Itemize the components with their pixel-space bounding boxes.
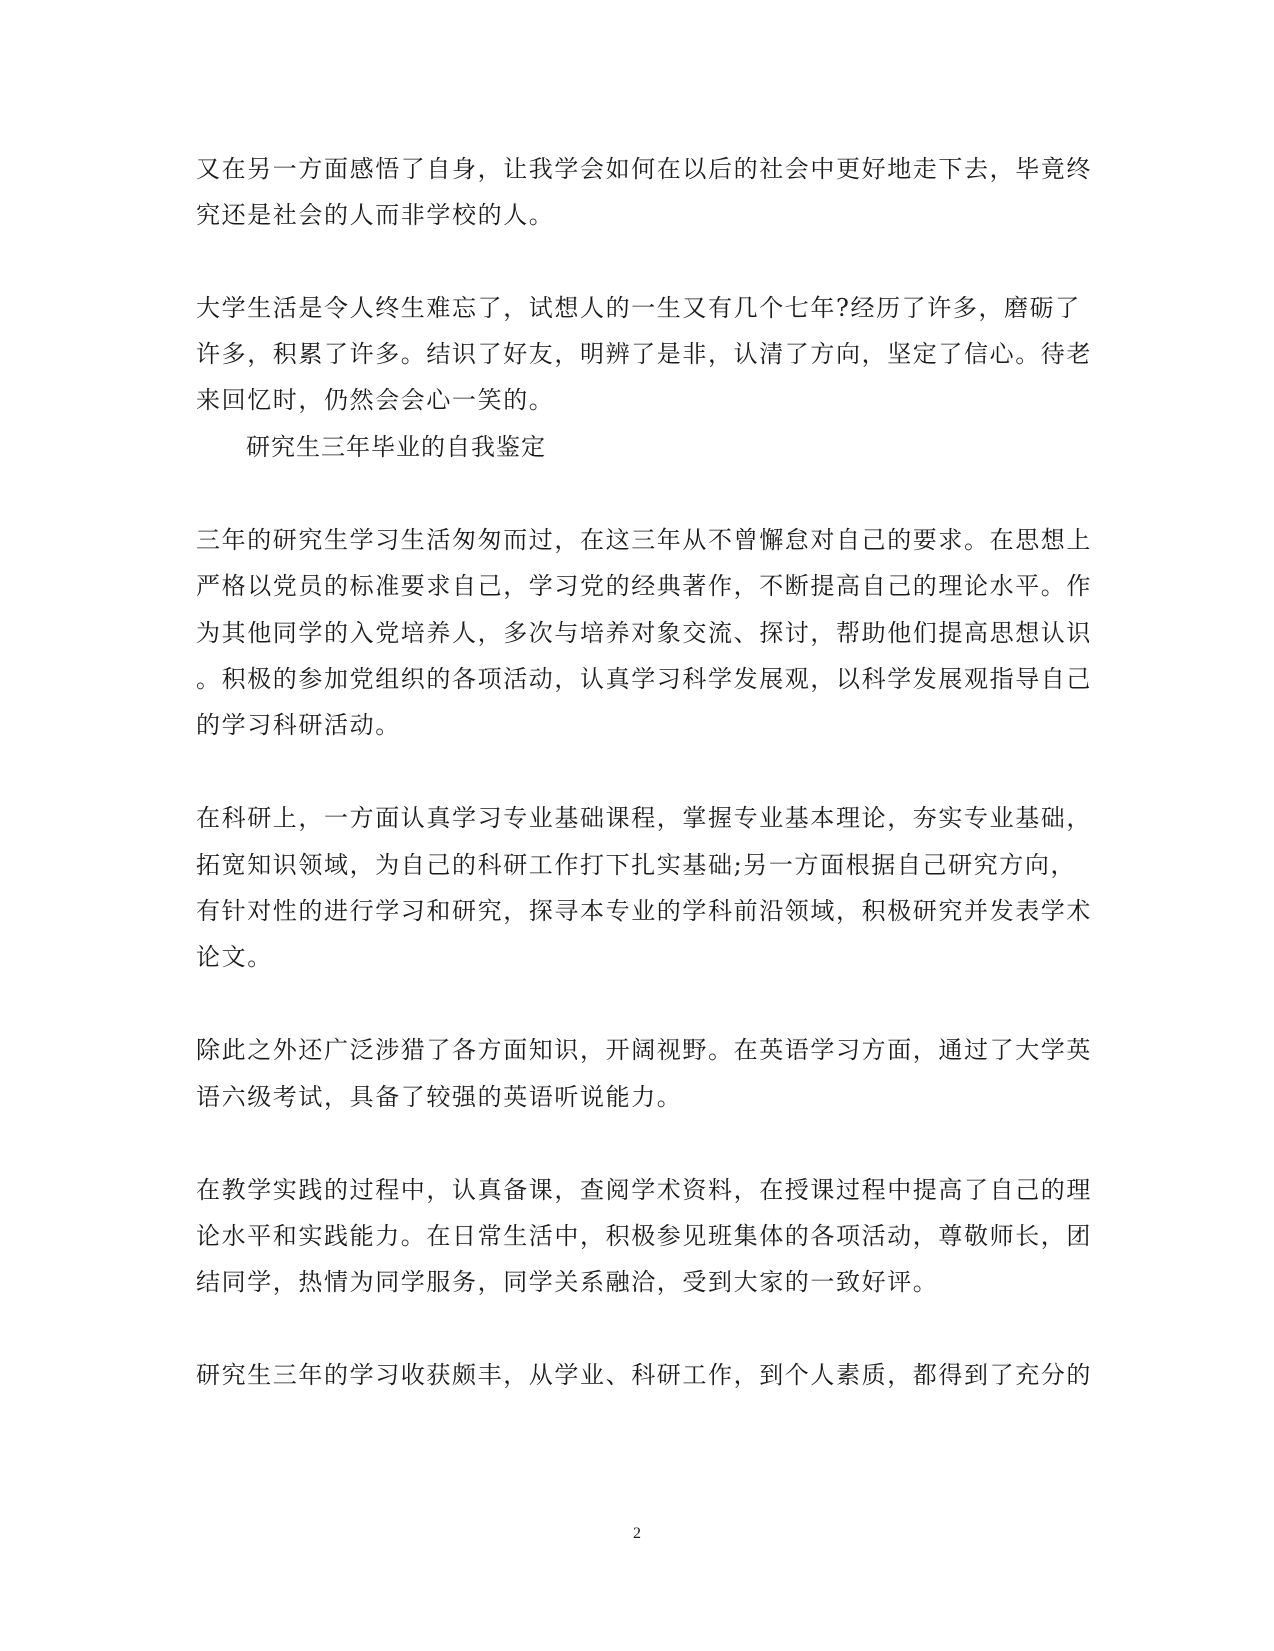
paragraph-4-line-4: 论文。 xyxy=(196,943,273,971)
paragraph-4-line-3: 有针对性的进行学习和研究，探寻本专业的学科前沿领域，积极研究并发表学术 xyxy=(196,897,1092,925)
paragraph-3-line-2: 严格以党员的标准要求自己，学习党的经典著作，不断提高自己的理论水平。作 xyxy=(196,572,1092,600)
paragraph-3-line-3: 为其他同学的入党培养人，多次与培养对象交流、探讨，帮助他们提高思想认识 xyxy=(196,619,1092,647)
paragraph-3-line-5: 的学习科研活动。 xyxy=(196,711,401,739)
paragraph-7-line-1: 研究生三年的学习收获颇丰，从学业、科研工作，到个人素质，都得到了充分的 xyxy=(196,1361,1092,1389)
section-heading: 研究生三年毕业的自我鉴定 xyxy=(246,433,546,461)
paragraph-6-line-1: 在教学实践的过程中，认真备课，查阅学术资料，在授课过程中提高了自己的理 xyxy=(196,1176,1092,1204)
paragraph-1-line-1: 又在另一方面感悟了自身，让我学会如何在以后的社会中更好地走下去，毕竟终 xyxy=(196,155,1092,183)
paragraph-5-line-1: 除此之外还广泛涉猎了各方面知识，开阔视野。在英语学习方面，通过了大学英 xyxy=(196,1036,1092,1064)
page-number: 2 xyxy=(633,1525,641,1542)
paragraph-4-line-2: 拓宽知识领域，为自己的科研工作打下扎实基础;另一方面根据自己研究方向， xyxy=(196,851,1077,879)
paragraph-2-line-2: 许多，积累了许多。结识了好友，明辨了是非，认清了方向，坚定了信心。待老 xyxy=(196,340,1092,368)
paragraph-3-line-1: 三年的研究生学习生活匆匆而过，在这三年从不曾懈怠对自己的要求。在思想上 xyxy=(196,526,1092,554)
paragraph-6-line-2: 论水平和实践能力。在日常生活中，积极参见班集体的各项活动，尊敬师长，团 xyxy=(196,1222,1092,1250)
paragraph-4-line-1: 在科研上，一方面认真学习专业基础课程，掌握专业基本理论，夯实专业基础， xyxy=(196,804,1092,832)
paragraph-3-line-4: 。积极的参加党组织的各项活动，认真学习科学发展观，以科学发展观指导自己 xyxy=(196,665,1092,693)
paragraph-5-line-2: 语六级考试，具备了较强的英语听说能力。 xyxy=(196,1083,683,1111)
paragraph-6-line-3: 结同学，热情为同学服务，同学关系融洽，受到大家的一致好评。 xyxy=(196,1268,939,1296)
paragraph-2-line-3: 来回忆时，仍然会会心一笑的。 xyxy=(196,386,555,414)
paragraph-1-line-2: 究还是社会的人而非学校的人。 xyxy=(196,201,555,229)
paragraph-2-line-1: 大学生活是令人终生难忘了，试想人的一生又有几个七年?经历了许多，磨砺了 xyxy=(196,294,1081,322)
